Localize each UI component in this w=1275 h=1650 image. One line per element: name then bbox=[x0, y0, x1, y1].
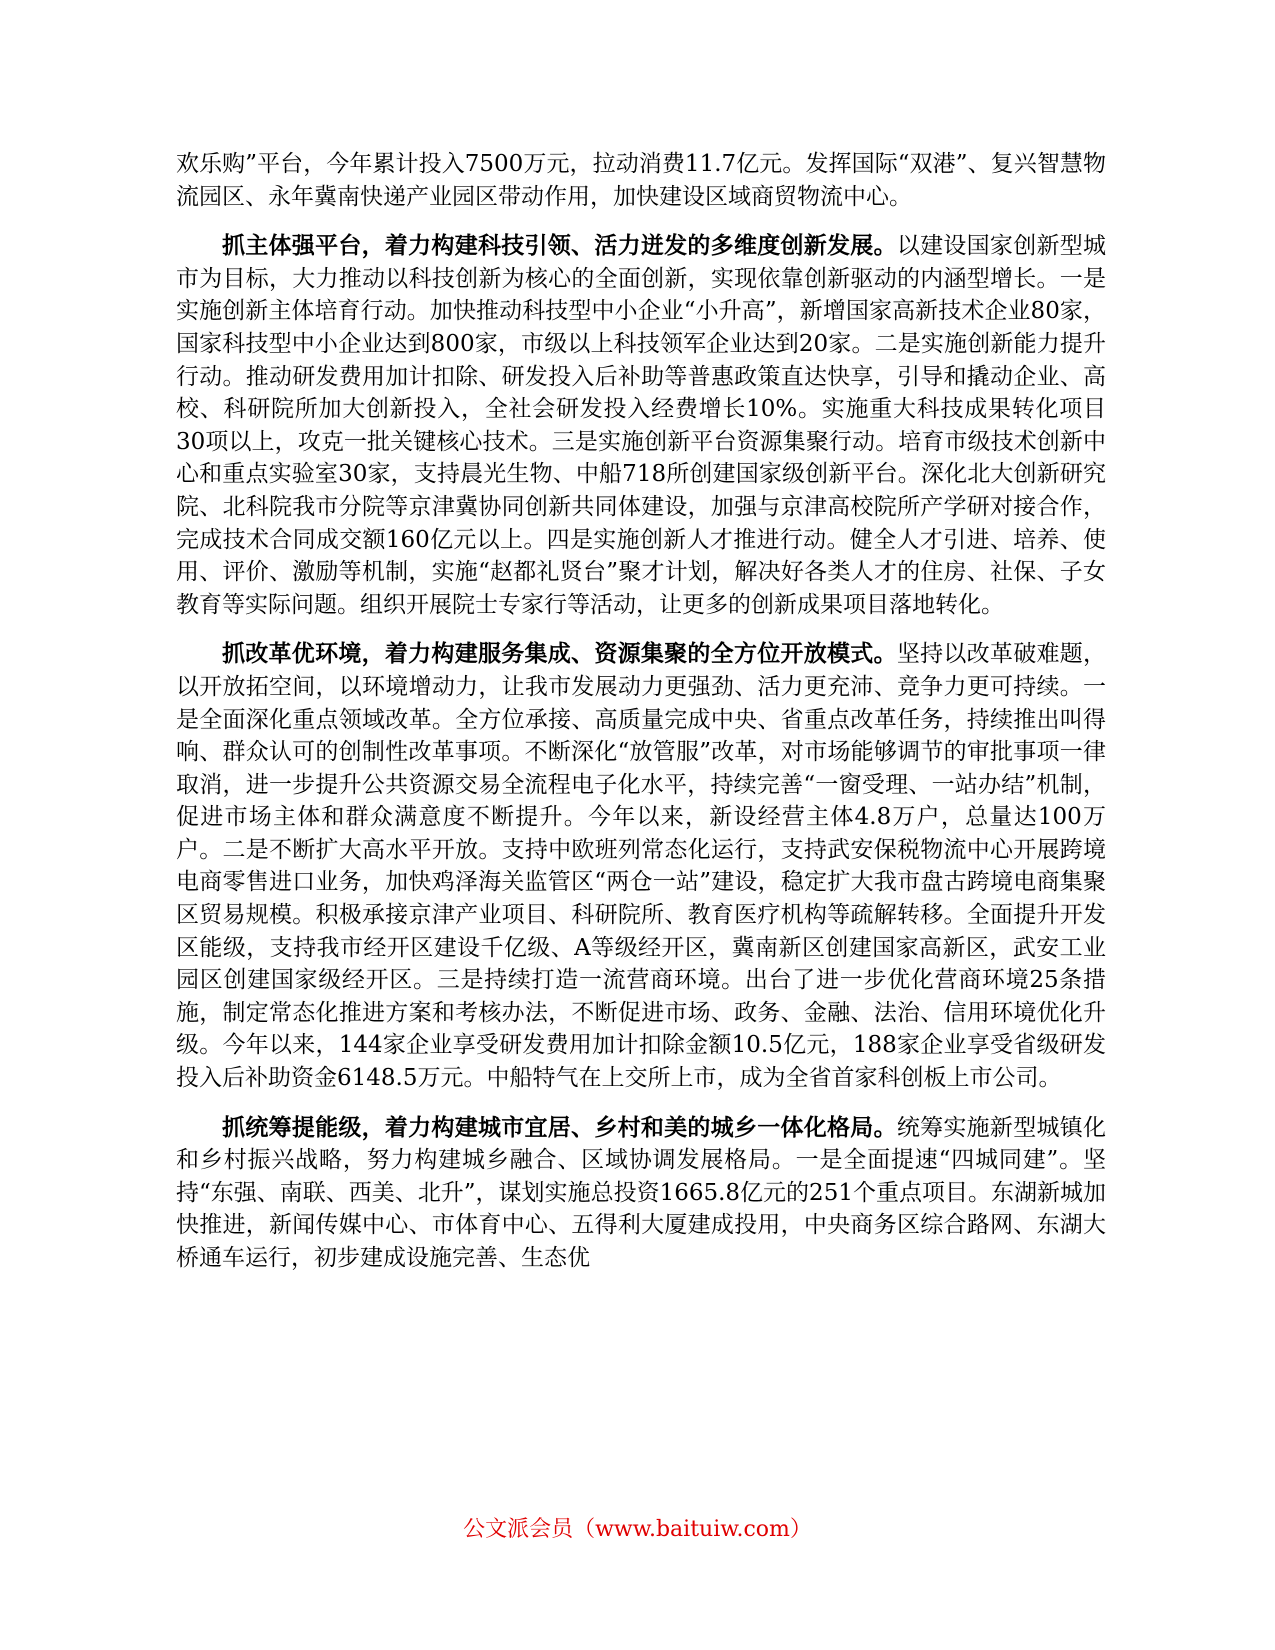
paragraph-4 bbox=[176, 1112, 1106, 1275]
paragraph-1 bbox=[176, 148, 1106, 213]
paragraph-2-lead: 抓主体强平台，着力构建科技引领、活力迸发的多维度创新发展。 bbox=[222, 233, 897, 260]
footer-close: ） bbox=[789, 1517, 812, 1542]
paragraph-4-lead: 抓统筹提能级，着力构建城市宜居、乡村和美的城乡一体化格局。 bbox=[222, 1114, 897, 1141]
paragraph-3-text: 坚持以改革破难题，以开放拓空间，以环境增动力，让我市发展动力更强劲、活力更充沛、竞争力更可持续。一是全面深化重点领域改革。全方位承接、高质量完成中央、省重点改革任务，持续推出叫得响、群众认可的创制性改革事项。不断深化“放管服”改革，对市场能够调节的审批事项一律取消，进一步提升公共资源交易全流程电子化水平，持续完善“一窗受理、一站办结”机制，促进市场主体和群众满意度不断提升。今年以来，新设经营主体4.8万户，总量达100万户。二是不断扩大高水平开放。支持中欧班列常态化运行，支持武安保税物流中心开展跨境电商零售进口业务，加快鸡泽海关监管区“两仓一站”建设，稳定扩大我市盘古跨境电商集聚区贸易规模。积极承接京津产业项目、科研院所、教育医疗机构等疏解转移。全面提升开发区能级，支持我市经开区建设千亿级、A等级经开区，冀南新区创建国家高新区，武安工业园区创建国家级经开区。三是持续打造一流营商环境。出台了进一步优化营商环境25条措施，制定常态化推进方案和考核办法，不断促进市场、政务、金融、法治、信用环境优化升级。今年以来，144家企业享受研发费用加计扣除金额10.5亿元，188家企业享受省级研发投入后补助资金6148.5万元。中船特气在上交所上市，成为全省首家科创板上市公司。 bbox=[176, 641, 1107, 1092]
footer-label: 公文派会员（ bbox=[463, 1517, 596, 1542]
paragraph-3-lead: 抓改革优环境，着力构建服务集成、资源集聚的全方位开放模式。 bbox=[222, 641, 897, 668]
paragraph-4-text: 统筹实施新型城镇化和乡村振兴战略，努力构建城乡融合、区域协调发展格局。一是全面提速“四城同建”。坚持“东强、南联、西美、北升”，谋划实施总投资1665.8亿元的251个重点项目。东湖新城加快推进，新闻传媒中心、市体育中心、五得利大厦建成投用，中央商务区综合路网、东湖大桥通车运行，初步建成设施完善、生态优 bbox=[176, 1114, 1107, 1271]
paragraph-1-text: 欢乐购”平台，今年累计投入7500万元，拉动消费11.7亿元。发挥国际“双港”、复兴智慧物流园区、永年冀南快递产业园区带动作用，加快建设区域商贸物流中心。 bbox=[176, 151, 1106, 210]
footer-url[interactable]: www.baituiw.com bbox=[595, 1517, 790, 1542]
document-body bbox=[176, 148, 1106, 1275]
paragraph-3 bbox=[176, 638, 1106, 1094]
footer-watermark bbox=[0, 1512, 1275, 1543]
paragraph-2-text: 以建设国家创新型城市为目标，大力推动以科技创新为核心的全面创新，实现依靠创新驱动的内涵型增长。一是实施创新主体培育行动。加快推动科技型中小企业“小升高”，新增国家高新技术企业80家，国家科技型中小企业达到800家，市级以上科技领军企业达到20家。二是实施创新能力提升行动。推动研发费用加计扣除、研发投入后补助等普惠政策直达快享，引导和撬动企业、高校、科研院所加大创新投入，全社会研发投入经费增长10%。实施重大科技成果转化项目30项以上，攻克一批关键核心技术。三是实施创新平台资源集聚行动。培育市级技术创新中心和重点实验室30家，支持晨光生物、中船718所创建国家级创新平台。深化北大创新研究院、北科院我市分院等京津冀协同创新共同体建设，加强与京津高校院所产学研对接合作，完成技术合同成交额160亿元以上。四是实施创新人才推进行动。健全人才引进、培养、使用、评价、激励等机制，实施“赵都礼贤台”聚才计划，解决好各类人才的住房、社保、子女教育等实际问题。组织开展院士专家行等活动，让更多的创新成果项目落地转化。 bbox=[176, 233, 1107, 618]
paragraph-2 bbox=[176, 230, 1106, 621]
